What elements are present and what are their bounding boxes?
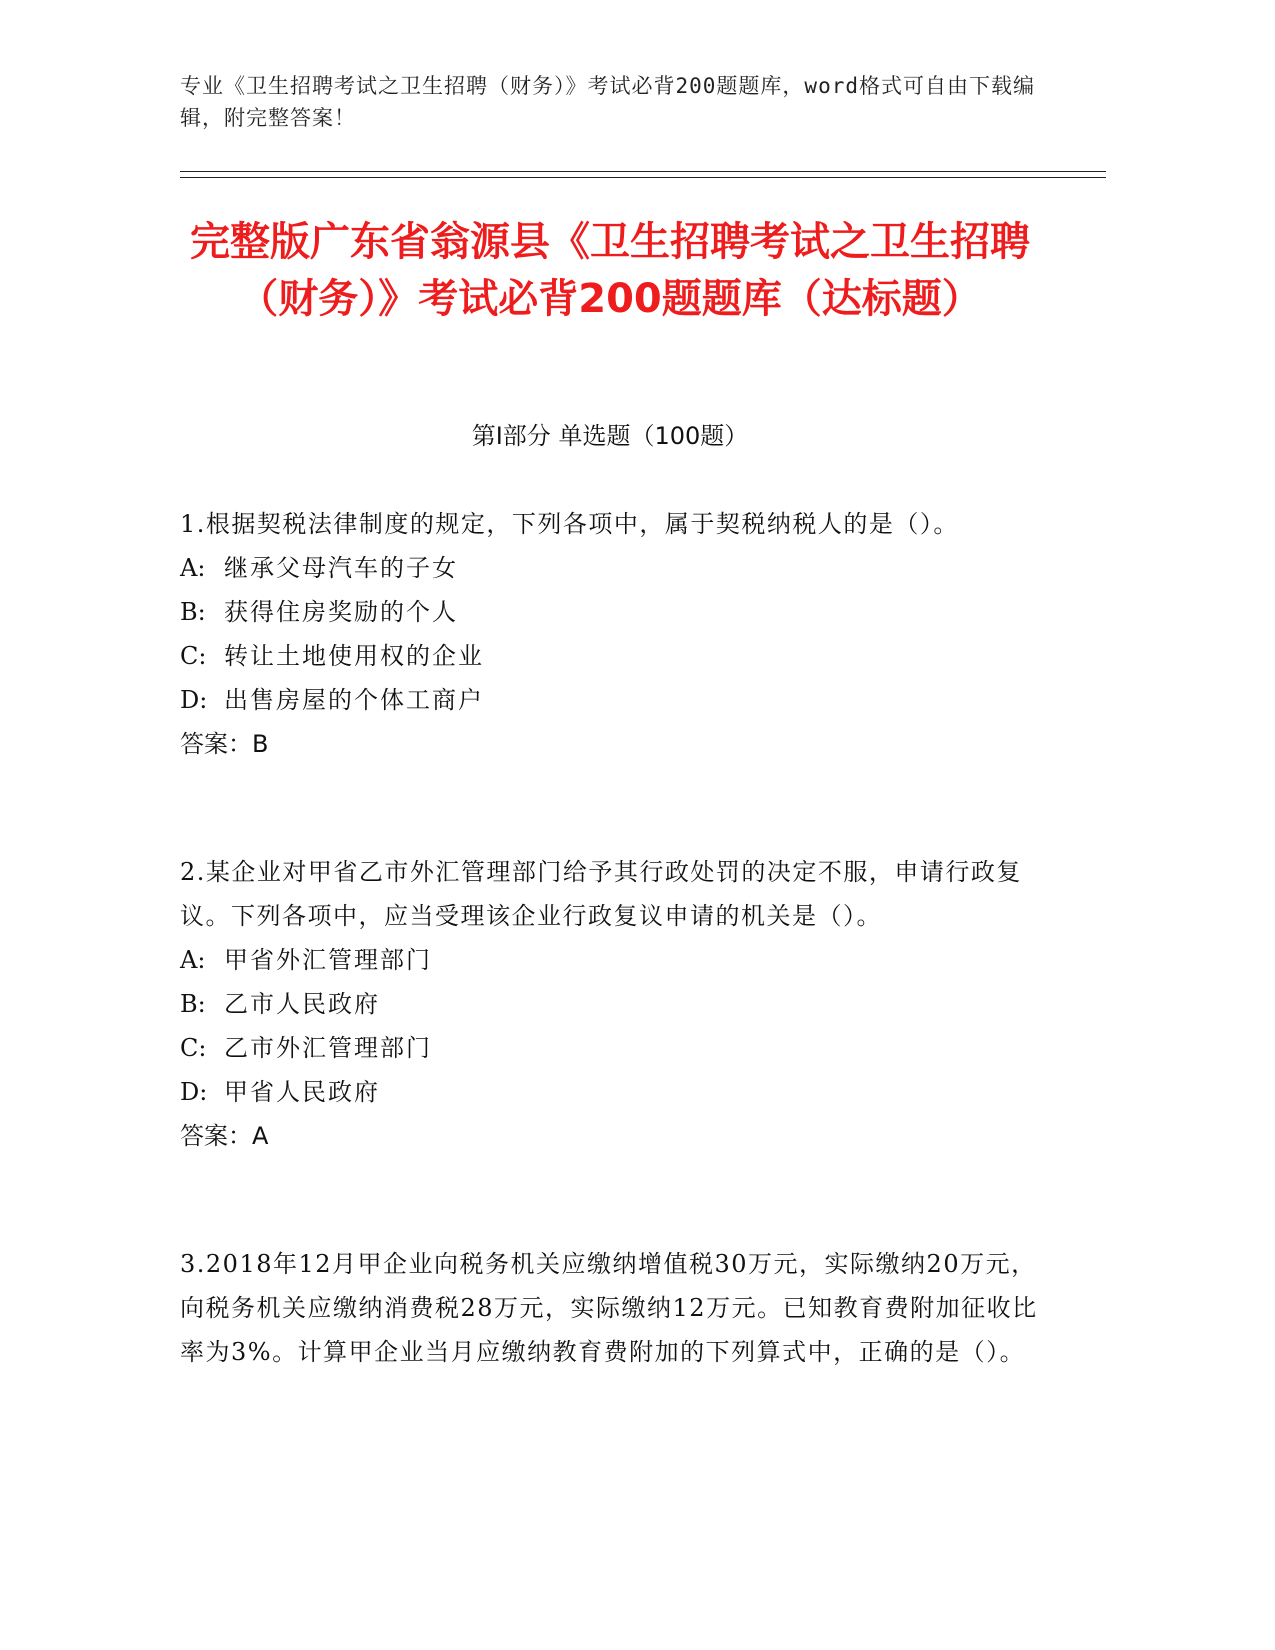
option-text: 出售房屋的个体工商户 <box>224 686 484 714</box>
question-text: 2.某企业对甲省乙市外汇管理部门给予其行政处罚的决定不服，申请行政复议。下列各项中，应当受理该企业行政复议申请的机关是（）。 <box>180 858 1022 930</box>
header-divider-bottom <box>180 177 1106 178</box>
header-divider-top <box>180 171 1106 172</box>
option-a <box>180 546 1040 590</box>
option-letter: C: <box>180 1034 207 1062</box>
option-c <box>180 1026 1040 1070</box>
option-d <box>180 678 1040 722</box>
option-letter: D: <box>180 1078 208 1106</box>
option-text: 转让土地使用权的企业 <box>224 642 484 670</box>
option-a <box>180 938 1040 982</box>
option-text: 甲省外汇管理部门 <box>224 946 432 974</box>
option-text: 获得住房奖励的个人 <box>224 598 458 626</box>
header-note: 专业《卫生招聘考试之卫生招聘（财务）》考试必背200题题库，word格式可自由下载编辑，附完整答案！ <box>180 74 1035 130</box>
option-letter: A: <box>180 554 206 582</box>
option-text: 甲省人民政府 <box>224 1078 380 1106</box>
option-letter: A: <box>180 946 206 974</box>
question-2 <box>180 850 1040 1158</box>
question-text: 3.2018年12月甲企业向税务机关应缴纳增值税30万元，实际缴纳20万元，向税务机关应缴纳消费税28万元，实际缴纳12万元。已知教育费附加征收比率为3%。计算甲企业当月应缴纳教育费附加的下列算式中，正确的是（）。 <box>180 1250 1038 1366</box>
document-title: 完整版广东省翁源县《卫生招聘考试之卫生招聘（财务）》考试必背200题题库（达标题） <box>190 219 1030 322</box>
option-letter: C: <box>180 642 207 670</box>
option-letter: D: <box>180 686 208 714</box>
option-text: 乙市外汇管理部门 <box>224 1034 432 1062</box>
option-d <box>180 1070 1040 1114</box>
option-b <box>180 982 1040 1026</box>
option-text: 乙市人民政府 <box>224 990 380 1018</box>
option-c <box>180 634 1040 678</box>
question-text: 1.根据契税法律制度的规定，下列各项中，属于契税纳税人的是（）。 <box>180 510 959 538</box>
option-letter: B: <box>180 598 206 626</box>
option-text: 继承父母汽车的子女 <box>224 554 458 582</box>
answer-line: 答案：B <box>180 730 269 758</box>
section-title: 第Ⅰ部分 单选题（100题） <box>471 422 749 450</box>
question-1 <box>180 502 1040 766</box>
option-b <box>180 590 1040 634</box>
option-letter: B: <box>180 990 206 1018</box>
question-3 <box>180 1242 1040 1374</box>
answer-line: 答案：A <box>180 1122 269 1150</box>
